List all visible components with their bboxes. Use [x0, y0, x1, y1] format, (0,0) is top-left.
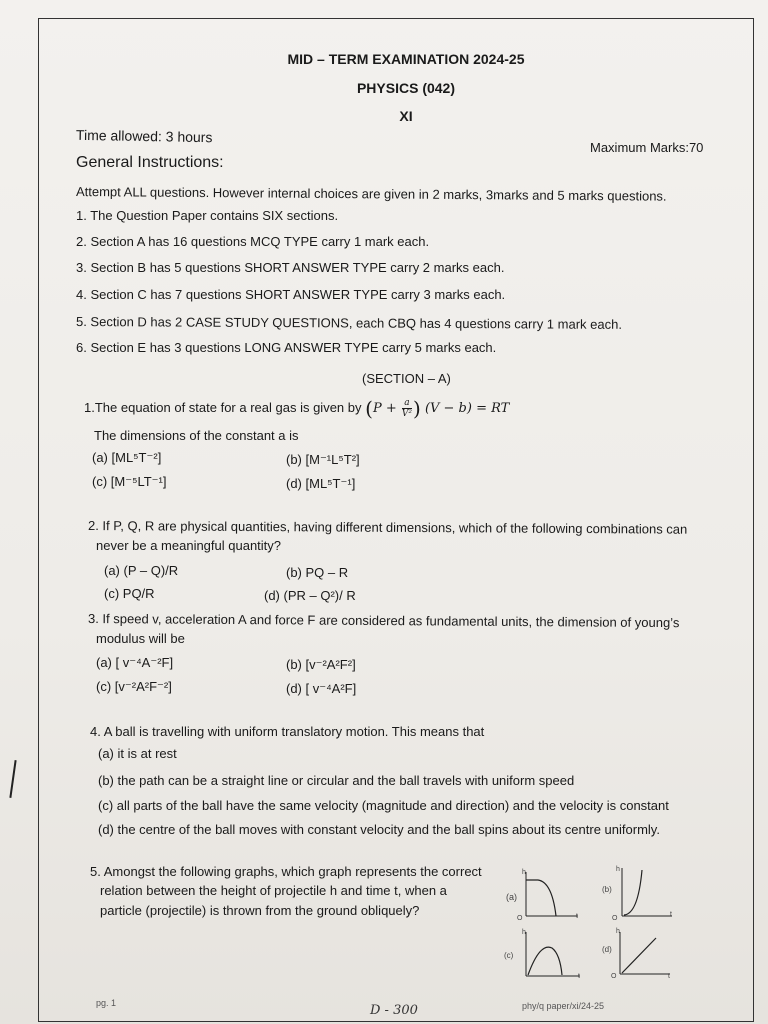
page-number: pg. 1 — [96, 998, 117, 1008]
svg-text:(c): (c) — [504, 951, 514, 960]
graph-label: (a) — [506, 892, 517, 902]
q2-option-c: (c) PQ/R — [104, 586, 155, 601]
margin-pen-mark — [9, 760, 16, 798]
question-5-line3: particle (projectile) is thrown from the ground obliquely? — [100, 903, 420, 918]
q2-option-d: (d) (PR – Q²)/ R — [264, 588, 356, 603]
instruction-item: 1. The Question Paper contains SIX sections. — [76, 208, 339, 223]
fraction-denominator: V² — [401, 409, 412, 419]
q1-option-d: (d) [ML⁵T⁻¹] — [286, 476, 356, 491]
svg-text:h: h — [616, 928, 620, 935]
fraction-numerator: a — [402, 398, 412, 409]
exam-title: MID – TERM EXAMINATION 2024-25 — [287, 51, 525, 67]
q3-option-d: (d) [ v⁻⁴A²F] — [286, 681, 357, 696]
q2-option-b: (b) PQ – R — [286, 565, 349, 580]
svg-text:t: t — [670, 911, 672, 918]
equation-fraction — [402, 398, 412, 419]
svg-text:h: h — [522, 929, 526, 936]
graph-a — [500, 864, 590, 926]
svg-text:O: O — [517, 915, 523, 922]
question-4-stem: 4. A ball is travelling with uniform translatory motion. This means that — [90, 724, 485, 739]
question-5-line2: relation between the height of projectile h and time t, when a — [100, 883, 447, 898]
q4-option-b: (b) the path can be a straight line or circular and the ball travels with uniform speed — [98, 773, 575, 788]
question-1-stem — [84, 395, 509, 422]
svg-text:(b): (b) — [602, 885, 612, 894]
section-a-title: (SECTION – A) — [362, 371, 451, 386]
paper-code: phy/q paper/xi/24-25 — [522, 1001, 605, 1011]
question-2-line2: never be a meaningful quantity? — [96, 538, 282, 553]
handwritten-note: D - 300 — [370, 1003, 418, 1018]
question-1-text: 1.The equation of state for a real gas is given by — [84, 400, 362, 415]
svg-text:h: h — [522, 869, 526, 876]
question-3-line2: modulus will be — [96, 631, 185, 646]
q4-option-c: (c) all parts of the ball have the same velocity (magnitude and direction) and the velocity is constant — [98, 798, 669, 813]
svg-text:(d): (d) — [602, 945, 612, 954]
equation-p-term: P + — [372, 401, 397, 416]
instructions-title: General Instructions: — [76, 154, 224, 171]
svg-text:h: h — [616, 866, 620, 873]
question-2-line1: 2. If P, Q, R are physical quantities, having different dimensions, which of the following combinations can — [87, 518, 688, 537]
real-gas-equation: (P + $\frac{a}{\text{V²}}$ ) (V − b) = RT — [365, 396, 510, 421]
instruction-item: 4. Section C has 7 questions SHORT ANSWER TYPE carry 3 marks each. — [76, 287, 506, 302]
graph-d — [598, 924, 684, 984]
question-5-line1: 5. Amongst the following graphs, which graph represents the correct — [90, 864, 482, 879]
subject-title: PHYSICS (042) — [356, 80, 456, 96]
q3-option-a: (a) [ v⁻⁴A⁻²F] — [96, 655, 174, 670]
class-title: XI — [399, 108, 413, 124]
instruction-item: 5. Section D has 2 CASE STUDY QUESTIONS, each CBQ has 4 questions carry 1 mark each. — [75, 314, 623, 332]
q1-option-b: (b) [M⁻¹L⁵T²] — [286, 452, 360, 467]
q4-option-a: (a) it is at rest — [98, 746, 177, 761]
q4-option-d: (d) the centre of the ball moves with constant velocity and the ball spins about its centre uniformly. — [98, 822, 660, 837]
svg-text:t: t — [668, 973, 670, 980]
instructions-intro: Attempt ALL questions. However internal choices are given in 2 marks, 3marks and 5 marks questions. — [75, 184, 667, 204]
graph-b — [598, 862, 684, 926]
q3-option-b: (b) [v⁻²A²F²] — [286, 657, 356, 672]
time-allowed: Time allowed: 3 hours — [75, 126, 213, 146]
instruction-item: 2. Section A has 16 questions MCQ TYPE carry 1 mark each. — [76, 234, 430, 249]
maximum-marks: Maximum Marks:70 — [590, 140, 704, 155]
equation-rest: (V − b) = RT — [424, 401, 510, 416]
q2-option-a: (a) (P – Q)/R — [104, 563, 179, 578]
graph-c — [500, 926, 592, 984]
q1-option-a: (a) [ML⁵T⁻²] — [92, 450, 162, 465]
q3-option-c: (c) [v⁻²A²F⁻²] — [96, 679, 172, 694]
question-1-line2: The dimensions of the constant a is — [94, 428, 299, 443]
q1-option-c: (c) [M⁻⁵LT⁻¹] — [92, 474, 167, 489]
instruction-item: 3. Section B has 5 questions SHORT ANSWER TYPE carry 2 marks each. — [76, 260, 505, 275]
instruction-item: 6. Section E has 3 questions LONG ANSWER TYPE carry 5 marks each. — [76, 340, 497, 355]
svg-text:O: O — [611, 973, 617, 980]
question-3-line1: 3. If speed v, acceleration A and force F are considered as fundamental units, the dimension of young’s — [87, 611, 680, 631]
svg-text:O: O — [612, 915, 618, 922]
